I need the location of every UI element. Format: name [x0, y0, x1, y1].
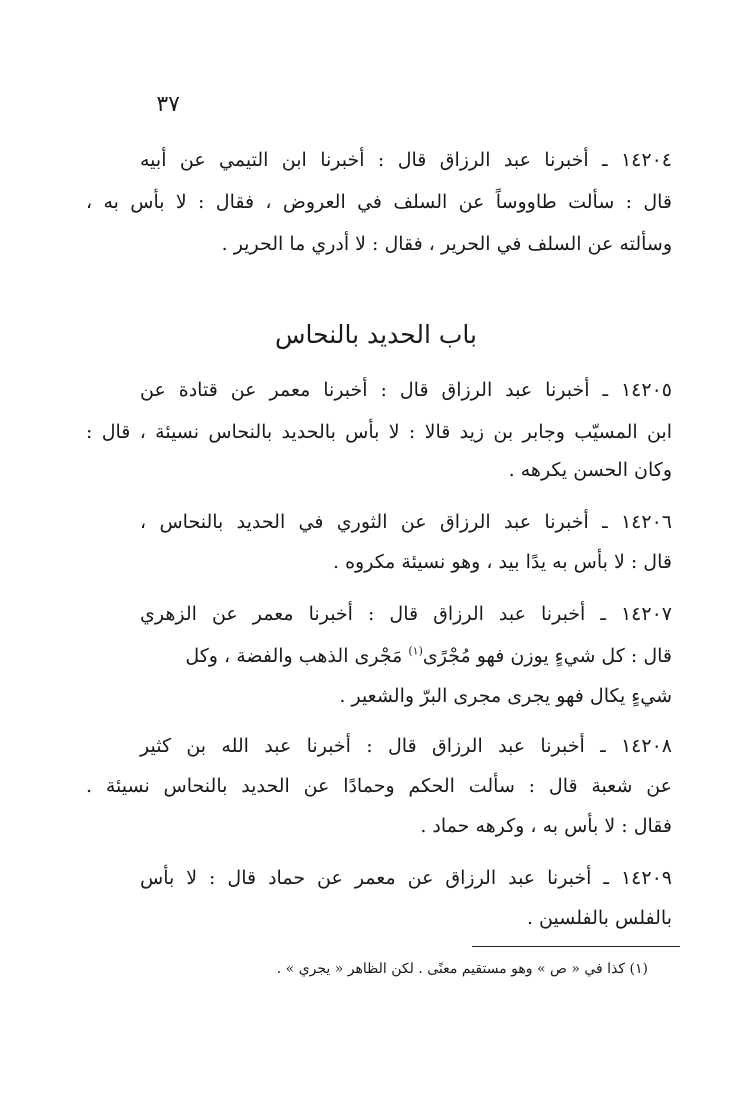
entry-line: ١٤٢٠٥ ـ أخبرنا عبد الرزاق قال : أخبرنا معمر عن قتادة عن — [140, 379, 672, 401]
entry-line-start: قال : كل شيءٍ يوزن فهو مُجْرًى — [422, 645, 672, 667]
entry-line: ١٤٢٠٦ ـ أخبرنا عبد الرزاق عن الثوري في الحديد بالنحاس ، — [140, 511, 672, 533]
entry-line-end: مَجْرى الذهب والفضة ، وكل — [185, 645, 403, 667]
entry-line: وكان الحسن يكرهه . — [508, 459, 672, 481]
entry-line: ١٤٢٠٩ ـ أخبرنا عبد الرزاق عن معمر عن حماد قال : لا بأس — [140, 867, 672, 889]
entry-line: قال : لا بأس به يدًا بيد ، وهو نسيئة مكروه . — [333, 551, 672, 573]
entry-line: عن شعبة قال : سألت الحكم وحمادًا عن الحديد بالنحاس نسيئة . — [86, 775, 672, 797]
entry-line: ١٤٢٠٧ ـ أخبرنا عبد الرزاق قال : أخبرنا معمر عن الزهري — [140, 603, 672, 625]
entry-line: شيءٍ يكال فهو يجرى مجرى البرّ والشعير . — [339, 685, 672, 707]
footnote-marker: (١) — [408, 644, 423, 658]
paragraph-line: ١٤٢٠٤ ـ أخبرنا عبد الرزاق قال : أخبرنا ابن التيمي عن أبيه — [140, 149, 672, 171]
entry-line: ابن المسيّب وجابر بن زيد قالا : لا بأس بالحديد بالنحاس نسيئة ، قال : — [86, 421, 672, 443]
entry-line-with-footnote — [185, 642, 672, 670]
footnote: (١) كذا في « ص » وهو مستقيم معنًى . لكن الظاهر « يجري » . — [276, 961, 648, 977]
paragraph-line: قال : سألت طاووساً عن السلف في العروض ، فقال : لا بأس به ، — [86, 191, 672, 213]
footnote-divider — [472, 946, 680, 947]
entry-line: بالفلس بالفلسين . — [526, 907, 672, 929]
section-heading: باب الحديد بالنحاس — [275, 320, 477, 349]
page-number: ٣٧ — [156, 92, 180, 117]
paragraph-line: وسألته عن السلف في الحرير ، فقال : لا أدري ما الحرير . — [221, 233, 672, 255]
entry-line: فقال : لا بأس به ، وكرهه حماد . — [420, 815, 672, 837]
entry-line: ١٤٢٠٨ ـ أخبرنا عبد الرزاق قال : أخبرنا عبد الله بن كثير — [140, 735, 672, 757]
